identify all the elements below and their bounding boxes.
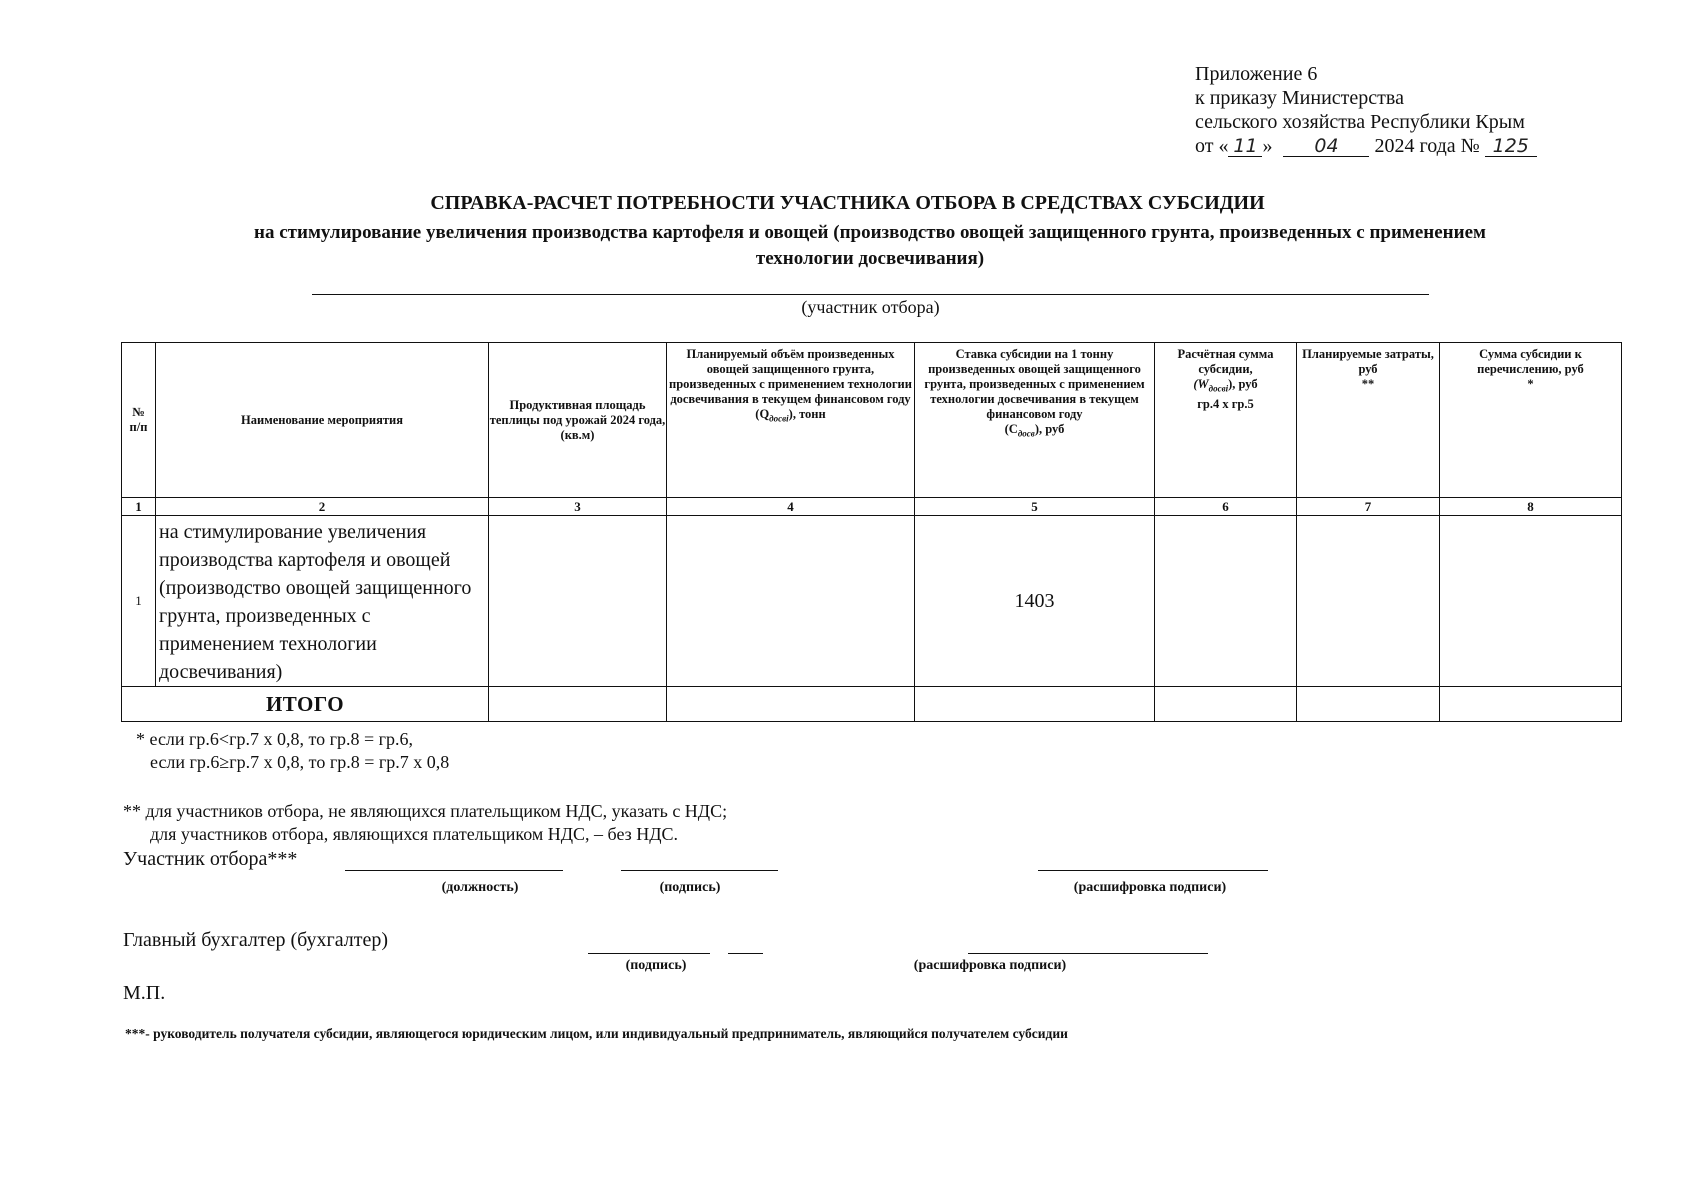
document-subtitle xyxy=(140,220,1600,272)
note-single-star xyxy=(136,728,449,774)
date-year: 2024 года № xyxy=(1374,135,1480,157)
accountant-label: Главный бухгалтер (бухгалтер) xyxy=(123,929,389,951)
accountant-signature-caption: (подпись) xyxy=(625,958,687,973)
unit-c-post: ), руб xyxy=(1034,422,1065,436)
table-header-row xyxy=(122,343,1622,498)
table-row xyxy=(122,516,1622,687)
row-calculated-sum xyxy=(1155,516,1297,687)
header-calculated-sum xyxy=(1155,343,1297,498)
appendix-block xyxy=(1195,62,1537,158)
column-numbers-row xyxy=(122,498,1622,516)
header-number-pp: п/п xyxy=(129,420,148,434)
date-prefix: от « xyxy=(1195,135,1229,157)
accountant-decode-underline xyxy=(968,953,1208,954)
note-double-star xyxy=(123,800,727,846)
accountant-signature-underline xyxy=(588,953,710,954)
signature-underline xyxy=(621,870,778,871)
position-underline xyxy=(345,870,563,871)
total-row xyxy=(122,687,1622,722)
date-mid: » xyxy=(1262,135,1273,157)
document-title: СПРАВКА-РАСЧЕТ ПОТРЕБНОСТИ УЧАСТНИКА ОТБОРА В СРЕДСТВАХ СУБСИДИИ xyxy=(430,192,1265,214)
header-planned-costs-text: Планируемые затраты, руб xyxy=(1302,347,1434,376)
header-calculated-sum-text: Расчётная сумма субсидии, xyxy=(1177,347,1274,376)
total-subsidy-rate xyxy=(915,687,1155,722)
total-planned-costs xyxy=(1297,687,1440,722)
total-calculated-sum xyxy=(1155,687,1297,722)
unit-w-sub: досвi xyxy=(1208,383,1229,394)
col-number: 7 xyxy=(1297,498,1440,516)
unit-q-sub: досвi xyxy=(769,413,789,424)
header-calculated-sum-formula: гр.4 х гр.5 xyxy=(1197,396,1254,411)
total-label: ИТОГО xyxy=(122,687,489,722)
row-transfer-sum xyxy=(1440,516,1622,687)
participant-signature-label: Участник отбора*** xyxy=(123,848,298,870)
col-number: 8 xyxy=(1440,498,1622,516)
subsidy-table xyxy=(121,342,1622,722)
appendix-date-line xyxy=(1195,134,1537,158)
note-single-star-line-2: если гр.6≥гр.7 х 0,8, то гр.8 = гр.7 х 0,8 xyxy=(150,752,450,772)
unit-q-post: ), тонн xyxy=(788,407,826,421)
position-caption: (должность) xyxy=(441,880,519,895)
header-planned-costs xyxy=(1297,343,1440,498)
row-subsidy-rate: 1403 xyxy=(915,516,1155,687)
decode-underline xyxy=(1038,870,1268,871)
col-number: 2 xyxy=(156,498,489,516)
header-planned-volume-unit xyxy=(667,407,914,427)
header-planned-volume-text: Планируемый объём произведенных овощей защищенного грунта, произведенных с применением технологии досвечивания в текущем финансовом году xyxy=(669,347,912,406)
header-activity-name: Наименование мероприятия xyxy=(156,343,489,498)
signature-caption: (подпись) xyxy=(659,880,721,895)
unit-w: (W xyxy=(1193,377,1209,391)
total-transfer-sum xyxy=(1440,687,1622,722)
participant-caption: (участник отбора) xyxy=(801,297,940,317)
col-number: 1 xyxy=(122,498,156,516)
handwritten-number: 125 xyxy=(1485,136,1537,157)
row-planned-volume xyxy=(667,516,915,687)
row-activity-name: на стимулирование увеличения производства картофеля и овощей (производство овощей защищенного грунта, произведенных с применением технологии досвечивания) xyxy=(156,516,489,687)
handwritten-day: 11 xyxy=(1228,136,1262,157)
appendix-order-ref: к приказу Министерства xyxy=(1195,87,1404,109)
col-number: 3 xyxy=(489,498,667,516)
row-area xyxy=(489,516,667,687)
subtitle-line-1: на стимулирование увеличения производства картофеля и овощей (производство овощей защищенного грунта, произведенных с применением xyxy=(254,222,1486,243)
handwritten-month: 04 xyxy=(1283,136,1369,157)
header-number xyxy=(122,343,156,498)
col-number: 4 xyxy=(667,498,915,516)
participant-underline xyxy=(312,294,1429,295)
accountant-short-underline xyxy=(728,953,763,954)
header-subsidy-rate-text: Ставка субсидии на 1 тонну произведенных овощей защищенного грунта, произведенных с применением технологии досвечивания в текущем финансовом году xyxy=(924,347,1145,421)
header-subsidy-rate xyxy=(915,343,1155,498)
unit-q: (Q xyxy=(755,407,770,421)
header-planned-volume xyxy=(667,343,915,498)
header-number-sign: № xyxy=(132,405,145,419)
note-double-star-line-2: для участников отбора, являющихся плательщиком НДС, – без НДС. xyxy=(150,824,679,844)
appendix-title: Приложение 6 xyxy=(1195,63,1318,85)
note-double-star-line-1: ** для участников отбора, не являющихся плательщиком НДС, указать с НДС; xyxy=(123,801,728,821)
header-calculated-sum-unit xyxy=(1155,377,1296,397)
row-index: 1 xyxy=(122,516,156,687)
header-subsidy-rate-unit xyxy=(915,422,1154,442)
subtitle-line-2: технологии досвечивания) xyxy=(755,248,985,269)
col-number: 6 xyxy=(1155,498,1297,516)
header-transfer-sum-mark: * xyxy=(1527,377,1534,391)
accountant-decode-caption: (расшифровка подписи) xyxy=(913,958,1067,973)
header-transfer-sum xyxy=(1440,343,1622,498)
footnote-triple-star: ***- руководитель получателя субсидии, являющегося юридическим лицом, или индивидуальный предприниматель, являющийся получателем субсидии xyxy=(125,1026,1068,1041)
unit-c: (C xyxy=(1004,422,1018,436)
col-number: 5 xyxy=(915,498,1155,516)
header-planned-costs-mark: ** xyxy=(1361,377,1375,391)
total-planned-volume xyxy=(667,687,915,722)
unit-w-post: ), руб xyxy=(1228,377,1258,391)
total-area xyxy=(489,687,667,722)
row-planned-costs xyxy=(1297,516,1440,687)
unit-c-sub: досв xyxy=(1017,428,1035,439)
header-transfer-sum-text: Сумма субсидии к перечислению, руб xyxy=(1477,347,1584,376)
appendix-ministry: сельского хозяйства Республики Крым xyxy=(1195,111,1525,133)
note-single-star-line-1: * если гр.6<гр.7 х 0,8, то гр.8 = гр.6, xyxy=(136,729,414,749)
header-area: Продуктивная площадь теплицы под урожай 2024 года, (кв.м) xyxy=(489,343,667,498)
decode-caption: (расшифровка подписи) xyxy=(1073,880,1227,895)
stamp-place: М.П. xyxy=(123,982,166,1004)
